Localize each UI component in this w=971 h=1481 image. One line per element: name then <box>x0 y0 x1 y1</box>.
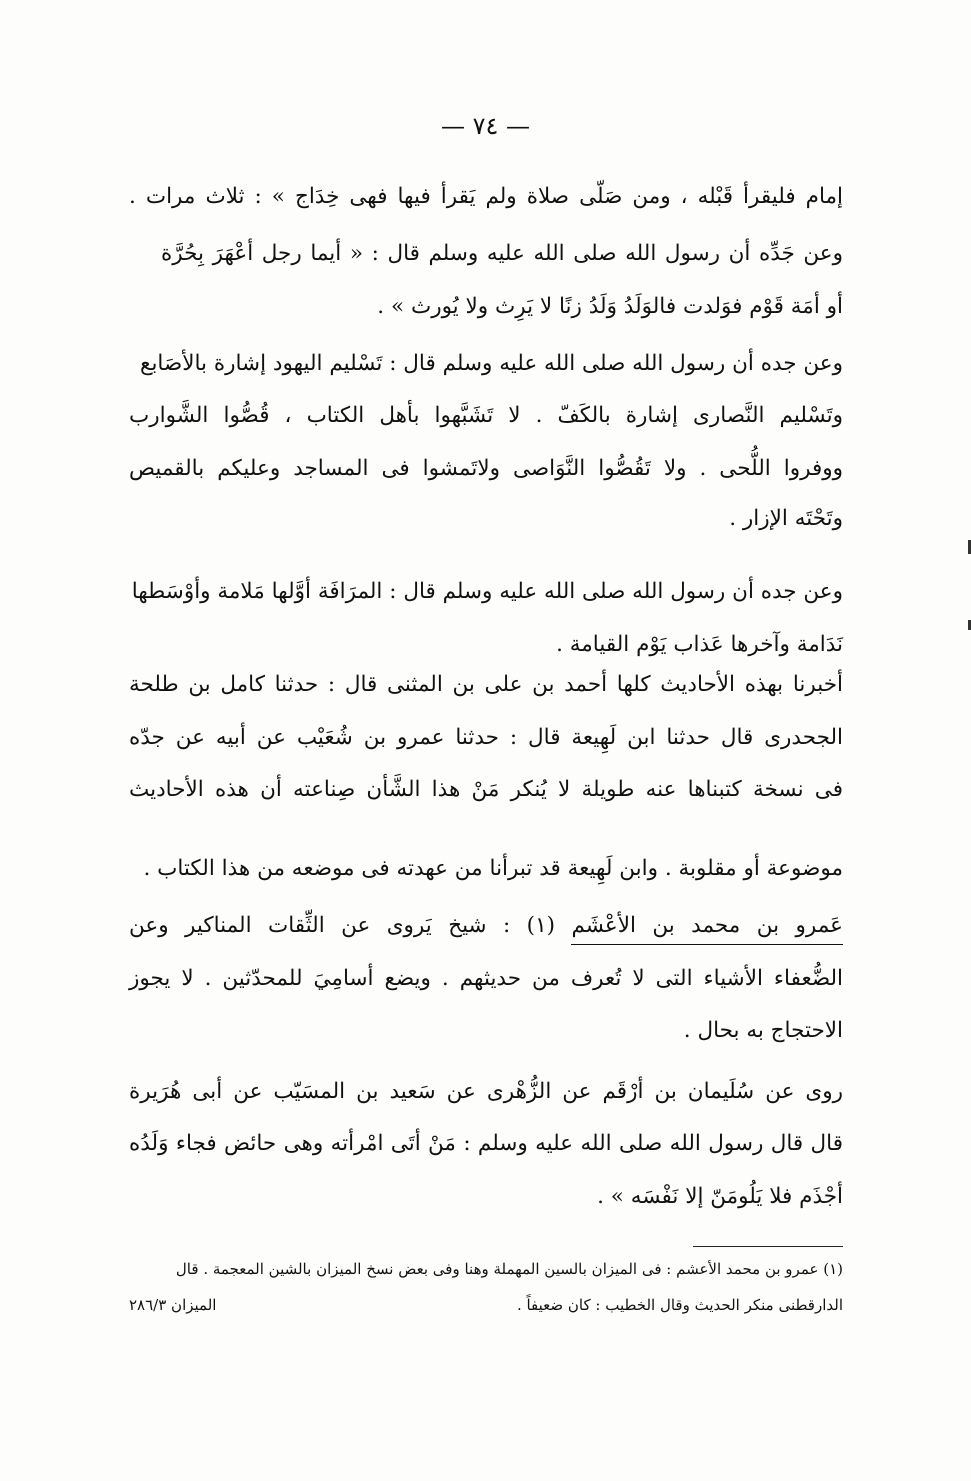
text-line: قال قال رسول الله صلى الله عليه وسلم : مَنْ أتَى امْرأته وهى حائض فجاء وَلَدُه <box>129 1131 843 1156</box>
narrator-name-heading: عَمرو بن محمد بن الأعْشَم <box>571 913 843 945</box>
text-line: الضُّعفاء الأشياء التى لا تُعرف من حديثهم . ويضع أسامِيَ للمحدّثين . لا يجوز <box>129 966 843 991</box>
text-line: ووفروا اللُّحى . ولا تَقُصُّوا النَّوَاصى ولاتَمشوا فى المساجد وعليكم بالقميص <box>129 456 843 481</box>
text-line: وعن جده أن رسول الله صلى الله عليه وسلم قال : تَسْليم اليهود إشارة بالأصَابع <box>140 351 843 376</box>
text-line: إمام فليقرأ قَبْله ، ومن صَلّى صلاة ولم يَقرأ فيها فهى خِدَاج » : ثلاث مرات . <box>129 184 843 209</box>
text-line: أخبرنا بهذه الأحاديث كلها أحمد بن على بن المثنى قال : حدثنا كامل بن طلحة <box>129 672 843 697</box>
text-line: فى نسخة كتبناها عنه طويلة لا يُنكر مَنْ هذا الشَّأن صِناعته أن هذه الأحاديث <box>129 777 843 802</box>
footnote-separator <box>693 1246 843 1247</box>
text-line: روى عن سُلَيمان بن أرْقَم عن الزُّهْرى عن سَعيد بن المسَيّب عن أبى هُرَيرة <box>129 1079 843 1104</box>
text-line: وتَسْليم النَّصارى إشارة بالكَفّ . لا تَشَبَّهوا بأهل الكتاب ، قُصُّوا الشَّوارب <box>129 403 843 428</box>
page-number: — ٧٤ — <box>440 112 531 140</box>
footnote-reference: الميزان ٢٨٦/٣ <box>129 1296 217 1314</box>
text-line: شيخ يَروى عن الثِّقات المناكير وعن <box>129 913 487 938</box>
text-line-with-heading <box>129 915 843 937</box>
text-line: وتَحْتَه الإزار . <box>729 506 843 531</box>
text-line: الاحتجاج به بحال . <box>683 1018 843 1043</box>
footnote-line: (١) عمرو بن محمد الأعشم : فى الميزان بالسين المهملة وهنا وفى بعض نسخ الميزان بالشين المعجمة . قال <box>175 1260 843 1278</box>
text-line: وعن جده أن رسول الله صلى الله عليه وسلم قال : المرَافَة أوَّلها مَلامة وأوْسَطها <box>131 579 843 604</box>
footnote-line-2 <box>129 1296 843 1314</box>
text-line: الجحدرى قال حدثنا ابن لَهِيعة قال : حدثنا عمرو بن شُعَيْب عن أبيه عن جدّه <box>129 725 843 750</box>
text-line: موضوعة أو مقلوبة . وابن لَهِيعة قد تبرأنا من عهدته فى موضعه من هذا الكتاب . <box>143 856 843 881</box>
text-line: نَدَامة وآخرها عَذاب يَوْم القيامة . <box>556 632 843 657</box>
text-line: أو أمَة قَوْم فوَلدت فالوَلَدُ وَلَدُ زنًا لا يَرِث ولا يُورث » . <box>377 294 843 319</box>
footnote-marker: (١) : <box>503 913 556 938</box>
text-line: أجْذَم فلا يَلُومَنّ إلا نَفْسَه » . <box>597 1184 843 1209</box>
text-line: وعن جَدِّه أن رسول الله صلى الله عليه وسلم قال : « أيما رجل أعْهَرَ بِحُرَّة <box>161 241 843 266</box>
footnote-text: الدارقطنى منكر الحديث وقال الخطيب : كان ضعيفاً . <box>516 1296 843 1314</box>
